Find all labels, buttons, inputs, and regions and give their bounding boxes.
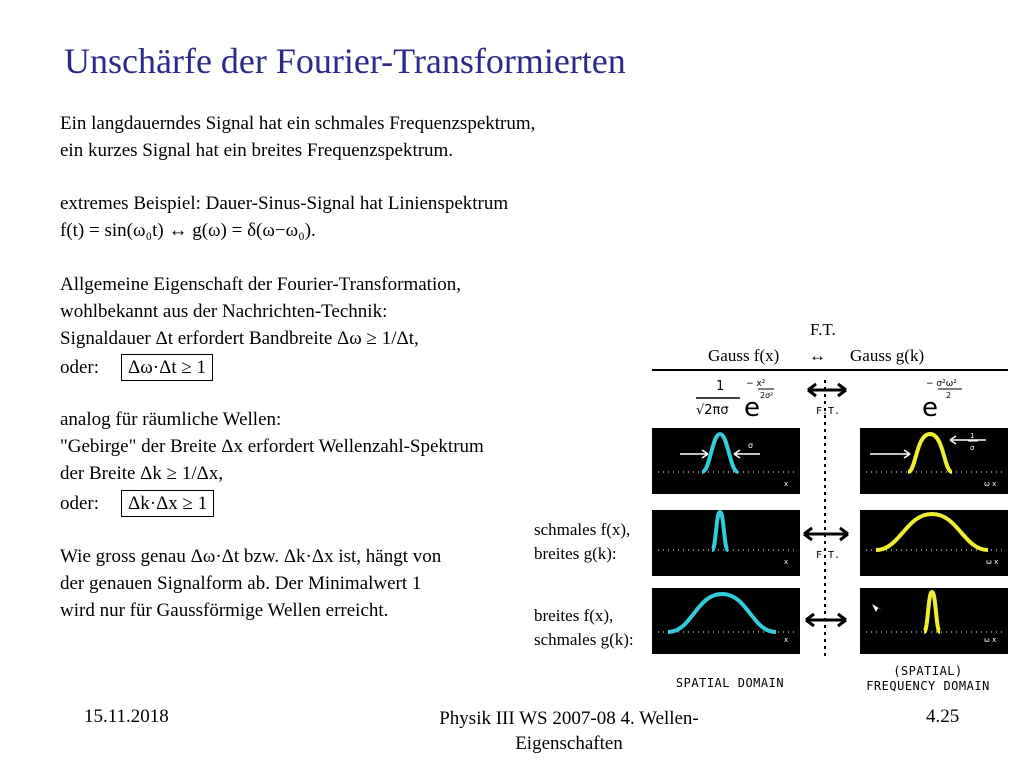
panel-right-1 [860,428,1008,494]
formula-den: √2πσ [696,403,729,418]
ft-small-1: F.T. [816,406,841,417]
svg-text:− x²: − x² [746,379,766,389]
text-line: wird nur für Gaussförmige Wellen erreicht. [60,600,389,621]
footer-course-line2: Eigenschaften [515,733,623,754]
text-line: extremes Beispiel: Dauer-Sinus-Signal hat Linienspektrum [60,193,509,214]
row2-label-2: breites g(k): [534,544,617,563]
text-line: der Breite Δk ≥ 1/Δx, [60,463,224,484]
exp-e-right: e [922,393,938,423]
text-line: Signaldauer Δt erfordert Bandbreite Δω ≥ 1/Δt, [60,328,419,349]
ft-label: F.T. [810,320,836,339]
svg-text:ω x: ω x [984,480,997,488]
panel-left-3 [652,588,800,654]
freq-domain-label-2: FREQUENCY DOMAIN [866,679,990,693]
svg-text:2: 2 [946,391,952,400]
panel-left-2 [652,510,800,576]
or-label: oder: [60,493,100,514]
svg-text:1: 1 [970,432,975,440]
exp-e-left: e [744,393,760,423]
panel-right-2 [860,510,1008,576]
divider [652,369,1008,371]
svg-text:ω x: ω x [984,636,997,644]
text-line [60,490,214,517]
or-label: oder: [60,357,100,378]
svg-text:σ: σ [748,441,754,450]
page-title: Unschärfe der Fourier-Transformierten [64,41,626,81]
footer-page-number: 4.25 [926,706,960,727]
freq-domain-label-1: (SPATIAL) [893,664,963,678]
gauss-f-label: Gauss f(x) [708,346,780,365]
svg-text:x: x [784,480,789,488]
row3-label-1: breites f(x), [534,606,614,625]
formula-num: 1 [716,379,725,394]
formula-box: Δω·Δt ≥ 1 [121,354,213,381]
ft-arrow-icon: ↔ [809,346,826,365]
footer-course-line1: Physik III WS 2007-08 4. Wellen- [439,708,699,729]
text-line: der genauen Signalform ab. Der Minimalwert 1 [60,573,422,594]
svg-text:2σ²: 2σ² [760,391,774,400]
svg-text:− σ²ω²: − σ²ω² [926,379,957,389]
fourier-figure [650,372,1012,694]
spatial-domain-label: SPATIAL DOMAIN [675,676,785,690]
panel-right-3 [860,588,1008,654]
row3-label-2: schmales g(k): [534,630,634,649]
formula-box: Δk·Δx ≥ 1 [121,490,214,517]
footer-date: 15.11.2018 [84,706,169,727]
gauss-g-label: Gauss g(k) [850,346,925,365]
text-line: f(t) = sin(ω₀t) ↔ g(ω) = δ(ω−ω₀). [60,220,316,241]
text-line [60,354,213,381]
panel-left-1 [652,428,800,494]
svg-text:σ: σ [970,444,975,452]
svg-text:ω x: ω x [986,558,999,566]
text-line: analog für räumliche Wellen: [60,409,282,430]
ft-small-2: F.T. [816,550,841,561]
svg-text:x: x [784,636,789,644]
text-line: ein kurzes Signal hat ein breites Frequenzspektrum. [60,140,454,161]
text-line: Allgemeine Eigenschaft der Fourier-Transformation, [60,274,461,295]
text-line: "Gebirge" der Breite Δx erfordert Wellenzahl-Spektrum [60,436,484,457]
row2-label-1: schmales f(x), [534,520,631,539]
text-line: Ein langdauerndes Signal hat ein schmales Frequenzspektrum, [60,113,536,134]
text-line: wohlbekannt aus der Nachrichten-Technik: [60,301,388,322]
footer-course [424,706,714,756]
text-line: Wie gross genau Δω·Δt bzw. Δk·Δx ist, hängt von [60,546,442,567]
svg-text:x: x [784,558,789,566]
